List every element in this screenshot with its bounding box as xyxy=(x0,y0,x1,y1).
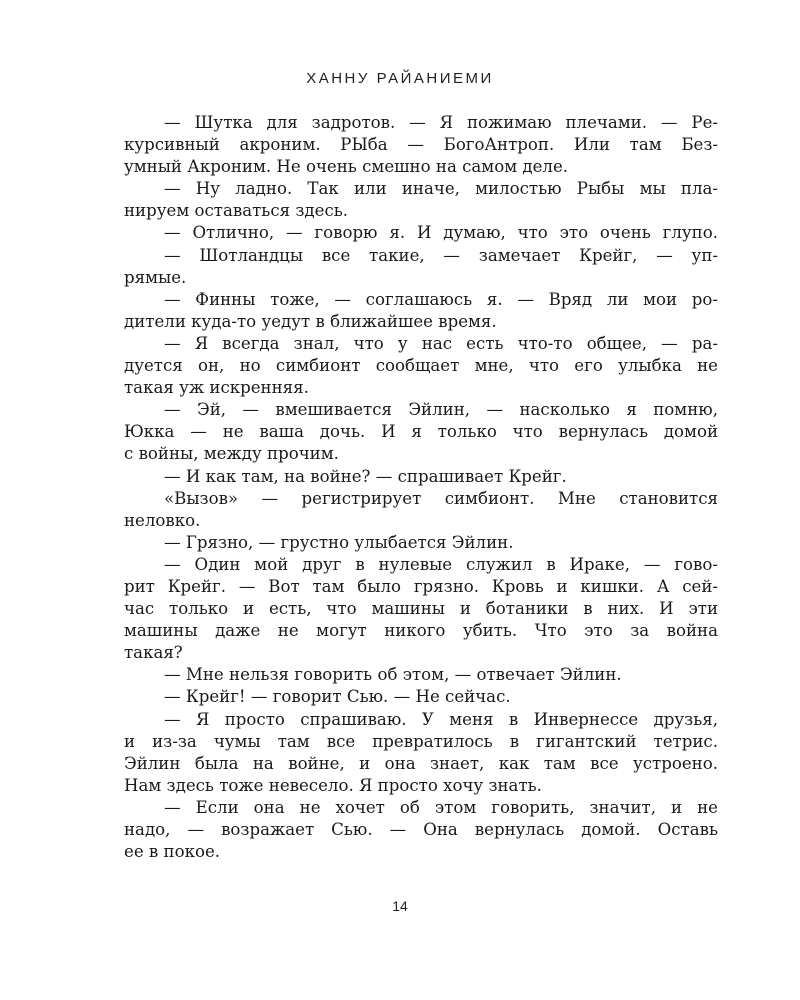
text-line: — Грязно, — грустно улыбается Эйлин. xyxy=(164,532,514,552)
text-line: Нам здесь тоже невесело. Я просто хочу знать. xyxy=(124,775,542,795)
text-line: — Эй, — вмешивается Эйлин, — насколько я помню, xyxy=(164,400,718,420)
text-line: и из-за чумы там все превратилось в гигантский тетрис. xyxy=(124,731,718,751)
text-line: умный Акроним. Не очень смешно на самом деле. xyxy=(124,157,569,177)
text-line: надо, — возражает Сью. — Она вернулась домой. Оставь xyxy=(124,820,718,839)
text-line: машины даже не могут никого убить. Что это за война xyxy=(124,621,718,641)
text-line: такая? xyxy=(124,643,183,663)
text-line: — Отлично, — говорю я. И думаю, что это очень глупо. xyxy=(164,223,718,243)
text-line: — Крейг! — говорит Сью. — Не сейчас. xyxy=(164,687,511,707)
text-line: рямые. xyxy=(124,267,187,287)
text-line: нируем оставаться здесь. xyxy=(124,201,349,221)
text-line: Эйлин была на войне, и она знает, как там все устроено. xyxy=(124,753,718,773)
text-line: час только и есть, что машины и ботаники в них. И эти xyxy=(124,599,718,619)
text-line: — Мне нельзя говорить об этом, — отвечает Эйлин. xyxy=(164,665,622,685)
body-text xyxy=(124,112,718,863)
text-line: — Шутка для задротов. — Я пожимаю плечами. — Ре- xyxy=(164,113,718,132)
text-line: «Вызов» — регистрирует симбионт. Мне становится xyxy=(164,488,718,508)
text-line: рит Крейг. — Вот там было грязно. Кровь и кишки. А сей- xyxy=(124,576,718,596)
text-line: дители куда-то уедут в ближайшее время. xyxy=(124,311,497,331)
text-line: — Шотландцы все такие, — замечает Крейг, — уп- xyxy=(164,245,718,265)
text-line: дуется он, но симбионт сообщает мне, что его улыбка не xyxy=(124,356,718,376)
text-line: — Ну ладно. Так или иначе, милостью Рыбы мы пла- xyxy=(164,179,718,199)
text-line: — Если она не хочет об этом говорить, значит, и не xyxy=(164,797,718,817)
text-line: — Один мой друг в нулевые служил в Ираке, — гово- xyxy=(164,554,718,574)
text-line: с войны, между прочим. xyxy=(124,444,339,464)
text-line: неловко. xyxy=(124,510,201,530)
text-line: — И как там, на войне? — спрашивает Крейг. xyxy=(164,466,567,486)
text-line: — Я просто спрашиваю. У меня в Инвернессе друзья, xyxy=(164,709,718,729)
text-line: такая уж искренняя. xyxy=(124,378,309,398)
page-number: 14 xyxy=(392,898,408,914)
text-line: курсивный акроним. РЫба — БогоАнтроп. Или там Без- xyxy=(124,135,718,155)
text-line: — Финны тоже, — соглашаюсь я. — Вряд ли мои ро- xyxy=(164,289,718,309)
text-line: Юкка — не ваша дочь. И я только что вернулась домой xyxy=(124,422,718,442)
running-head-author: ХАННУ РАЙАНИЕМИ xyxy=(306,70,494,87)
text-line: — Я всегда знал, что у нас есть что-то общее, — ра- xyxy=(164,333,718,353)
text-line: ее в покое. xyxy=(124,842,221,862)
